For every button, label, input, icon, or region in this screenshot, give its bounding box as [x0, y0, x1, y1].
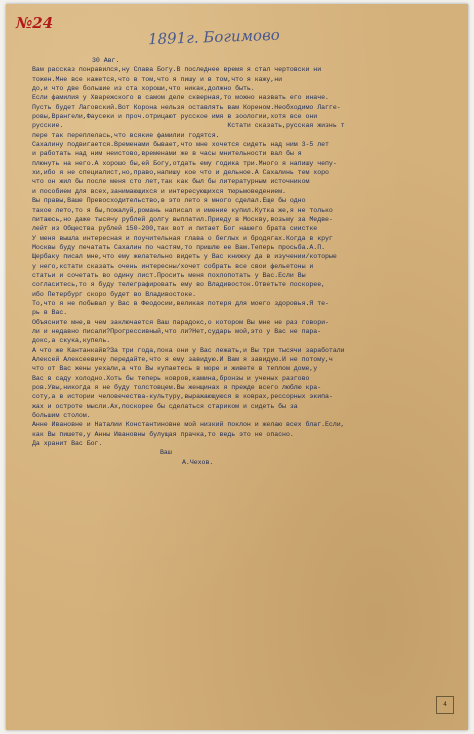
archive-stamp: 1891г. Богимово — [147, 25, 281, 49]
letter-line: ли и недавно писали?Прогрессивный,что ли?Нет,сударь мой,это у Вас не пара- — [32, 327, 322, 335]
letter-line: ибо Петербург скоро будет во Владивостоке. — [32, 290, 197, 298]
letter-line: Пусть будет Лаговский.Вот Корона нельзя оставлять вам Кореном.Необходимо Лагге- — [32, 103, 341, 111]
signature: А.Чехов. — [182, 458, 214, 466]
letter-line: Да хранит Вас Бог. — [32, 440, 103, 448]
letter-line: жах и остроте мысли.Ах,поскорее бы сделаться стариком и сидеть бы за — [32, 402, 298, 410]
letter-line: Объясните мне,в чем заключается Ваш парадокс,о котором Вы мне не раз говори- — [32, 318, 329, 326]
letter-line: А что же Кантанкайв?За три года,пока они у Вас лежать,и Вы три тысячи заработали — [32, 346, 345, 354]
letter-line: Алексей Алексеевичу передайте,что я ему завидую.И Вам я завидую.И не потому,ч — [32, 356, 333, 363]
letter-line: лейт из Общества рублей 150-200,так вот и питает Бог нашего брата сиистке — [32, 225, 318, 233]
letter-line: и пособием для всех,занимающихся и интересующихся тюрьмоведением. — [32, 187, 286, 195]
letter-line: и работать над ним неистово,временами же в часы мнительности вал бы я — [32, 150, 302, 158]
letter-line: согласитесь,то я буду телеграфировать ему во Владивосток.Ответьте поскорее, — [32, 281, 326, 289]
letter-line: такое лето,то я бы,пожалуй,романь написал и имение купил.Кутка же,я не только — [32, 206, 333, 214]
letter-line: Москвы буду печатать Сахалин по частям,то пришлю ее Вам.Теперь просьба.А.П. — [32, 243, 326, 251]
letter-body — [32, 65, 456, 448]
letter-line: Если фамилия у Хварежского в самом деле скверная,то можно назвать его иначе. — [32, 94, 329, 102]
letter-line: что от Вас жены уехали,а что Вы купаетесь в море и живете в теплом доме,у — [32, 365, 318, 373]
letter-line: хи,ибо я не специалист,но,право,напишу кое что и дельное.А Сахалинь тем хоро — [32, 169, 329, 177]
letter-line: у него,кстати сказать очень интересны/хочет собрать все свои фельетоны и — [32, 262, 314, 270]
letter-line: до,и что две большие из ста хороши,что никак,должно быть. — [32, 85, 255, 93]
letter-text — [32, 56, 456, 467]
letter-line: как Вы пишете,у Анны Ивановны булущая прачка,то ведь это не опасно. — [32, 430, 294, 438]
letter-line: Вас в саду холодно.Хоть бы теперь ковров,камина,бронзы и ученых разгово — [32, 374, 310, 382]
letter-line: докс,а скука,купель. — [32, 337, 111, 345]
letter-line: статьи и сочетать во одину лист.Просить меня похлопотать у Вас.Если Вы — [32, 271, 306, 279]
letter-line: Вам рассказ понравился,ну Слава Богу.В последнее время я стал чертовски ни — [32, 66, 322, 74]
letter-line: плюнуть на него.А хорошо бы,ей Богу,отдать ему годика три.Много я напишу чепу- — [32, 159, 337, 167]
closing-salutation: Ваш — [160, 449, 172, 457]
letter-line: То,что я не побывал у Вас в Феодосии,великая потеря для моего здоровья.Я те- — [32, 299, 329, 307]
letter-line: ров.Увы,никогда я не буду толстовцем.Вы женщинах я прежде всего люблю кра- — [32, 384, 322, 392]
letter-line: рь в Вас. — [32, 309, 68, 317]
letter-line: У меня вышла интересная и поучительная глава о беглых и бродягах.Когда в круг — [32, 234, 333, 242]
letter-date: 30 Авг. — [92, 57, 120, 64]
corner-stamp: 4 — [436, 696, 454, 714]
letter-line: русские. Кстати сказать,русская жизнь т — [32, 122, 345, 130]
letter-line: пере так переплелась,что всякие фамилии годятся. — [32, 131, 220, 139]
letter-line: большим столом. — [32, 412, 91, 420]
letter-line: Щербаку писал мне,что ему желательно видеть у Вас книжку да в изучении/которые — [32, 253, 337, 261]
letter-line: питаюсь,но даже тысячу рублей долгу выплатил.Приеду в Москву,возьму за Медве- — [32, 215, 333, 223]
letter-line: соту,а в истории человечества-культуру,выражающуюся в коврах,рессорных экипа- — [32, 393, 333, 401]
letter-line: Анне Ивановне и Наталии Константиновне мой низкий поклон и желаю всех благ.Если, — [32, 421, 345, 429]
archive-number: №24 — [16, 14, 54, 32]
letter-line: тожен.Мне все кажется,что в том,что я пишу и в том,что я кажу,ни — [32, 75, 283, 83]
letter-sheet — [6, 4, 468, 730]
letter-line: Вы правы,Ваше Превосходительство,в это лето я много сделал.Еще бы одно — [32, 197, 306, 205]
letter-line: ровы,Врангели,Фаусеки и проч.отрицают русское имя в зоологии,хотя все они — [32, 113, 318, 121]
letter-line: что он жил бы после меня сто лет,так как был бы литературным источником — [32, 178, 310, 186]
letter-line: Сахалину подвигается.Временами бывает,что мне хочется сидеть над ним 3-5 лет — [32, 141, 329, 149]
